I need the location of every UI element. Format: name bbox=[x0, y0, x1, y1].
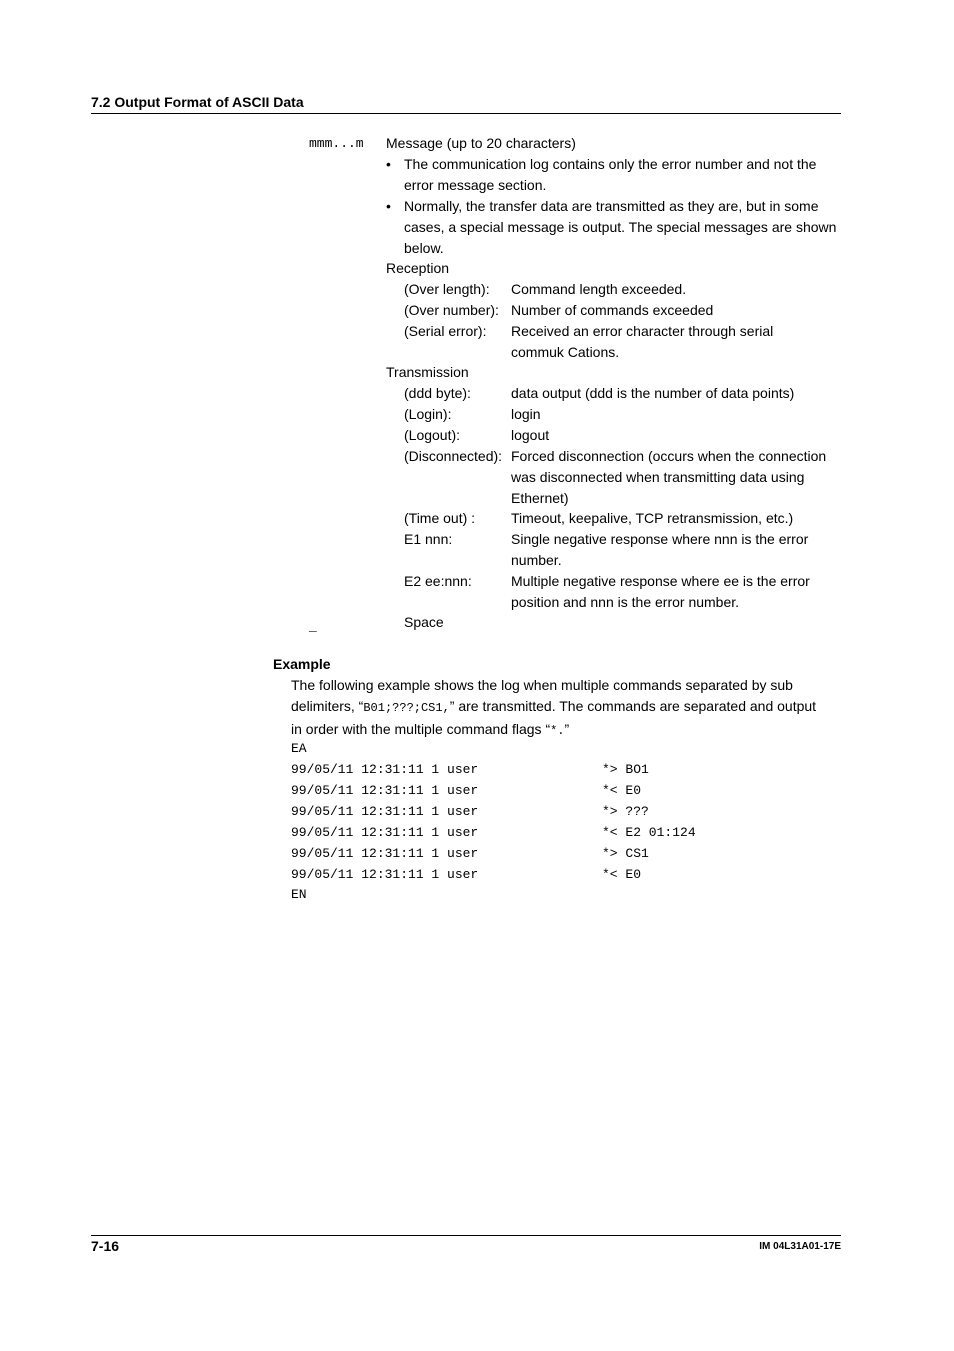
reception-label: (Over number): bbox=[404, 302, 499, 318]
header-rule bbox=[91, 113, 841, 114]
example-paragraph bbox=[291, 675, 821, 742]
bullet-marker: • bbox=[386, 198, 391, 214]
transmission-text: Forced disconnection (occurs when the connection was disconnected when transmitting data using Ethernet) bbox=[511, 448, 827, 506]
log-entry-message: *< E0 bbox=[602, 867, 642, 882]
example-text-part: The following example shows the log when multiple commands separated by sub delimiters, “ bbox=[291, 677, 793, 714]
log-entry-message: *< E0 bbox=[602, 783, 642, 798]
transmission-label: (Disconnected): bbox=[404, 448, 503, 464]
transmission-text: Multiple negative response where ee is the error position and nnn is the error number. bbox=[511, 573, 810, 610]
section-title: 7.2 Output Format of ASCII Data bbox=[91, 94, 304, 110]
reception-text: Received an error character through serial commuk Cations. bbox=[511, 323, 774, 360]
document-id: IM 04L31A01-17E bbox=[759, 1241, 841, 1252]
transmission-label: E1 nnn: bbox=[404, 531, 453, 547]
bullet-item: The communication log contains only the error number and not the error message section. bbox=[404, 156, 817, 193]
transmission-text: logout bbox=[511, 427, 550, 443]
transmission-label: (Time out) : bbox=[404, 510, 476, 526]
log-end: EN bbox=[291, 887, 307, 902]
example-flag-code: *. bbox=[550, 724, 565, 738]
transmission-label: (Login): bbox=[404, 406, 452, 422]
example-text-part: ” are transmitted. The commands are separated and output in order with the multiple command flags “ bbox=[291, 698, 817, 737]
example-command-code: B01;???;CS1, bbox=[363, 701, 450, 715]
example-text-part: ” bbox=[564, 721, 570, 737]
space-symbol: _ bbox=[309, 619, 317, 634]
transmission-text: Single negative response where nnn is the error number. bbox=[511, 531, 809, 568]
footer-rule bbox=[91, 1235, 841, 1236]
reception-text: Number of commands exceeded bbox=[511, 302, 714, 318]
transmission-label: (Logout): bbox=[404, 427, 461, 443]
log-start: EA bbox=[291, 741, 307, 756]
log-entry-meta: 99/05/11 12:31:11 1 user bbox=[291, 846, 479, 861]
page-number: 7-16 bbox=[91, 1238, 120, 1254]
message-code: mmm...m bbox=[309, 136, 364, 151]
log-entry-meta: 99/05/11 12:31:11 1 user bbox=[291, 804, 479, 819]
transmission-text: login bbox=[511, 406, 541, 422]
space-label: Space bbox=[404, 614, 444, 630]
bullet-item: Normally, the transfer data are transmitted as they are, but in some cases, a special message is output. The special messages are shown below. bbox=[404, 198, 837, 256]
log-entry-meta: 99/05/11 12:31:11 1 user bbox=[291, 825, 479, 840]
log-entry-message: *< E2 01:124 bbox=[602, 825, 696, 840]
transmission-text: Timeout, keepalive, TCP retransmission, etc.) bbox=[511, 510, 794, 526]
log-entry-message: *> ??? bbox=[602, 804, 649, 819]
transmission-text: data output (ddd is the number of data points) bbox=[511, 385, 795, 401]
transmission-heading: Transmission bbox=[386, 364, 469, 380]
transmission-label: E2 ee:nnn: bbox=[404, 573, 472, 589]
log-entry-meta: 99/05/11 12:31:11 1 user bbox=[291, 867, 479, 882]
reception-label: (Over length): bbox=[404, 281, 490, 297]
transmission-label: (ddd byte): bbox=[404, 385, 471, 401]
example-heading: Example bbox=[273, 656, 331, 672]
reception-text: Command length exceeded. bbox=[511, 281, 687, 297]
bullet-marker: • bbox=[386, 156, 391, 172]
reception-heading: Reception bbox=[386, 260, 450, 276]
message-description: Message (up to 20 characters) bbox=[386, 135, 576, 151]
log-entry-meta: 99/05/11 12:31:11 1 user bbox=[291, 762, 479, 777]
log-entry-message: *> CS1 bbox=[602, 846, 649, 861]
log-entry-meta: 99/05/11 12:31:11 1 user bbox=[291, 783, 479, 798]
reception-label: (Serial error): bbox=[404, 323, 487, 339]
log-entry-message: *> BO1 bbox=[602, 762, 649, 777]
